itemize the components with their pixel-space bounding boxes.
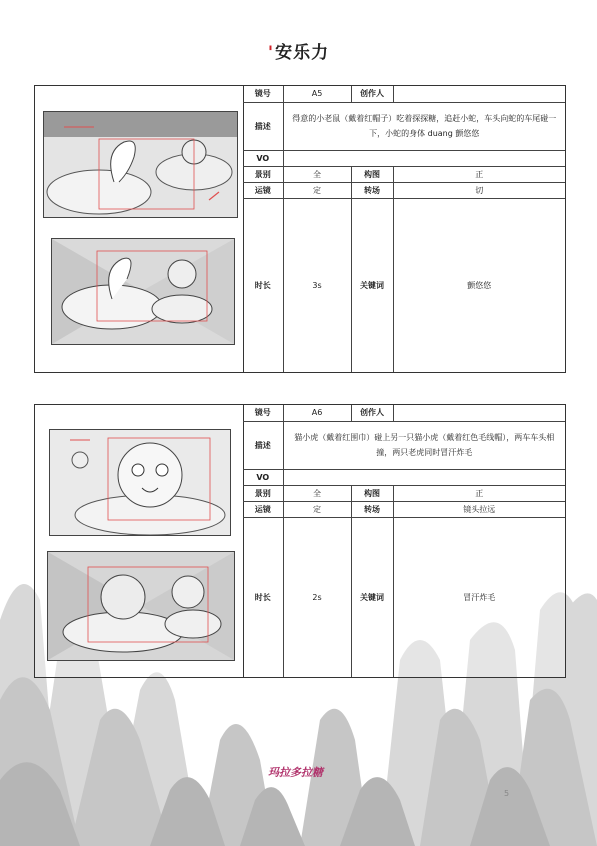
label-camera-move: 运镜 xyxy=(243,501,283,517)
angle-value: 正 xyxy=(393,485,565,501)
frames-column xyxy=(35,405,244,677)
label-scene: 景别 xyxy=(243,166,283,182)
description-value: 猫小虎（戴着红围巾）碰上另一只猫小虎（戴着红色毛线帽），两车车头相撞，两只老虎同时冒汗炸毛 xyxy=(283,421,565,469)
brand-mark: ' xyxy=(267,43,275,63)
storyboard-panel-a5 xyxy=(34,85,566,373)
bumper-car-snake-sketch xyxy=(44,112,237,217)
shot-no-value: A5 xyxy=(283,86,351,102)
footer-logo: 玛拉多拉糖 xyxy=(268,766,323,779)
scene-value: 全 xyxy=(283,485,351,501)
author-value xyxy=(393,86,565,102)
description-value: 得意的小老鼠（戴着红帽子）吃着探探糖，追赶小蛇，车头向蛇的车尾碰一下，小蛇的身体 duang 颤悠悠 xyxy=(283,102,565,150)
label-duration: 时长 xyxy=(243,517,283,677)
label-keyword: 关键词 xyxy=(351,198,393,372)
label-vo: VO xyxy=(243,469,283,485)
scene-value: 全 xyxy=(283,166,351,182)
page-number: 5 xyxy=(504,789,510,798)
duration-value: 3s xyxy=(283,198,351,372)
label-angle: 构图 xyxy=(351,166,393,182)
transition-value: 切 xyxy=(393,182,565,198)
frame-tiger-bumper-car xyxy=(49,429,231,536)
keyword-value: 颤悠悠 xyxy=(393,198,565,372)
label-scene: 景别 xyxy=(243,485,283,501)
camera-move-value: 定 xyxy=(283,501,351,517)
transition-value: 镜头拉远 xyxy=(393,501,565,517)
label-author: 创作人 xyxy=(351,405,393,421)
author-value xyxy=(393,405,565,421)
brand-logo xyxy=(0,38,597,63)
label-angle: 构图 xyxy=(351,485,393,501)
frame-tiger-collision xyxy=(47,551,235,661)
angle-value: 正 xyxy=(393,166,565,182)
bumper-car-collision-sketch xyxy=(52,239,234,344)
label-author: 创作人 xyxy=(351,86,393,102)
vo-value xyxy=(283,469,565,485)
label-description: 描述 xyxy=(243,421,283,469)
tiger-bumper-car-sketch xyxy=(50,430,230,535)
label-vo: VO xyxy=(243,150,283,166)
frame-bumper-car-snake xyxy=(43,111,238,218)
label-transition: 转场 xyxy=(351,501,393,517)
label-transition: 转场 xyxy=(351,182,393,198)
keyword-value: 冒汗炸毛 xyxy=(393,517,565,677)
vo-value xyxy=(283,150,565,166)
label-shot-no: 镜号 xyxy=(243,86,283,102)
tiger-collision-sketch xyxy=(48,552,234,660)
duration-value: 2s xyxy=(283,517,351,677)
shot-info-table xyxy=(243,405,565,677)
shot-info-table xyxy=(243,86,565,372)
label-shot-no: 镜号 xyxy=(243,405,283,421)
label-camera-move: 运镜 xyxy=(243,182,283,198)
label-keyword: 关键词 xyxy=(351,517,393,677)
camera-move-value: 定 xyxy=(283,182,351,198)
label-duration: 时长 xyxy=(243,198,283,372)
frames-column xyxy=(35,86,244,372)
shot-no-value: A6 xyxy=(283,405,351,421)
frame-bumper-car-collision xyxy=(51,238,235,345)
label-description: 描述 xyxy=(243,102,283,150)
storyboard-panel-a6 xyxy=(34,404,566,678)
brand-name: 安乐力 xyxy=(275,43,330,63)
